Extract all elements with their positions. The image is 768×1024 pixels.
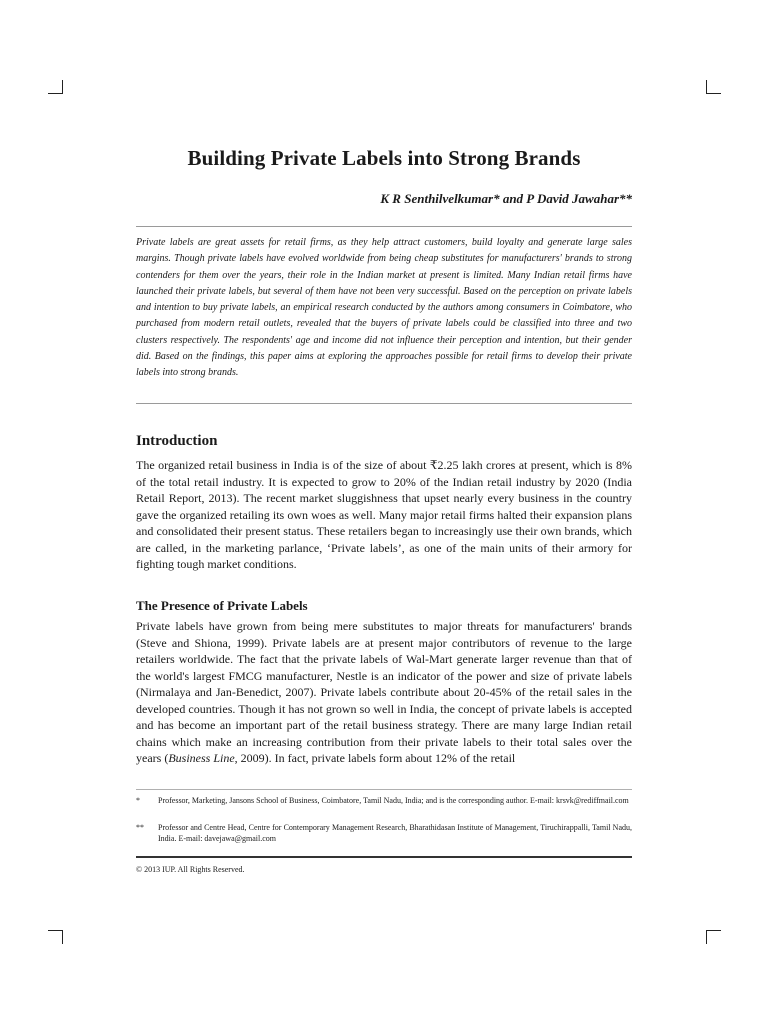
abstract-text: Private labels are great assets for retail firms, as they help attract customers, build loyalty and generate large sales margins. Though private labels have evolved worldwide from being cheap substitutes for manufacturers' brands to strong contenders for them over the years, their role in the Indian market at present is limited. Many Indian retail firms have launched their private labels, but several of them have not been very successful. Based on the perception on private labels and intention to buy private labels, an empirical research conducted by the authors among consumers in Coimbatore, who purchased from modern retail outlets, revealed that the buyers of private labels could be classified into three and two clusters respectively. The respondents' age and income did not influence their perception and intention, but their gender did. Based on the findings, this paper aims at exploring the approaches possible for retail firms to develop their private labels into strong brands. [136,237,632,379]
abstract-bottom-rule [136,403,632,404]
footnote-text: Professor, Marketing, Jansons School of Business, Coimbatore, Tamil Nadu, India; and is the corresponding author. E-mail: krsvk@rediffmail.com [158,796,629,805]
crop-mark-bottom-left [62,930,63,944]
footnote-mark: * [136,796,140,805]
paper-authors: K R Senthilvelkumar* and P David Jawahar** [380,191,632,206]
presence-paragraph [136,618,632,767]
paper-title: Building Private Labels into Strong Brands [187,146,581,170]
crop-mark-bottom-left [48,930,63,931]
footnote-text: Professor and Centre Head, Centre for Contemporary Management Research, Bharathidasan Institute of Management, Tiruchirappalli, Tamil Nadu, India. E-mail: davejawa@gmail.com [158,823,632,843]
footnote-author-1 [136,795,632,806]
presence-text-after: , 2009). In fact, private labels form about 12% of the retail [234,751,516,765]
presence-text-before: Private labels have grown from being mere substitutes to major threats for manufacturers' brands (Steve and Shiona, 1999). Private labels are at present major contributors of revenue to the large retailers worldwide. The fact that the private labels of Wal-Mart generate larger revenue than that of the world's largest FMCG manufacturer, Nestle is an indicator of the power and size of private labels (Nirmalaya and Jan-Benedict, 2007). Private labels contribute about 20-45% of the retail sales in the developed countries. Though it has not grown so well in India, the concept of private labels is accepted and has become an important part of the retail business strategy. There are many large Indian retail chains which make an increasing contribution from their private labels to their total sales over the years ( [136,619,632,765]
crop-mark-top-right [706,80,707,94]
introduction-paragraph: The organized retail business in India is of the size of about ₹2.25 lakh crores at present, which is 8% of the total retail industry. It is expected to grow to 20% of the Indian retail industry by 2020 (India Retail Report, 2013). The recent market sluggishness that upset nearly every business in the country gave the organized retailing its own woes as well. Many major retail firms halted their expansion plans and consolidated their present status. These retailers began to increasingly use their own brands, which are called, in the marketing parlance, ‘Private labels’, as one of the main units of their armory for fighting tough market conditions. [136,458,632,571]
crop-mark-top-left [48,93,63,94]
footnote-author-2 [136,822,632,844]
crop-mark-top-right [706,93,721,94]
crop-mark-bottom-right [706,930,721,931]
footnote-rule [136,789,632,790]
footnote-mark: ** [136,823,144,832]
copyright-notice: © 2013 IUP. All Rights Reserved. [136,865,245,874]
crop-mark-top-left [62,80,63,94]
abstract-top-rule [136,226,632,227]
citation-business-line: Business Line [168,751,235,765]
section-heading-presence: The Presence of Private Labels [136,598,308,613]
crop-mark-bottom-right [706,930,707,944]
section-heading-introduction: Introduction [136,433,218,449]
copyright-rule [136,856,632,858]
